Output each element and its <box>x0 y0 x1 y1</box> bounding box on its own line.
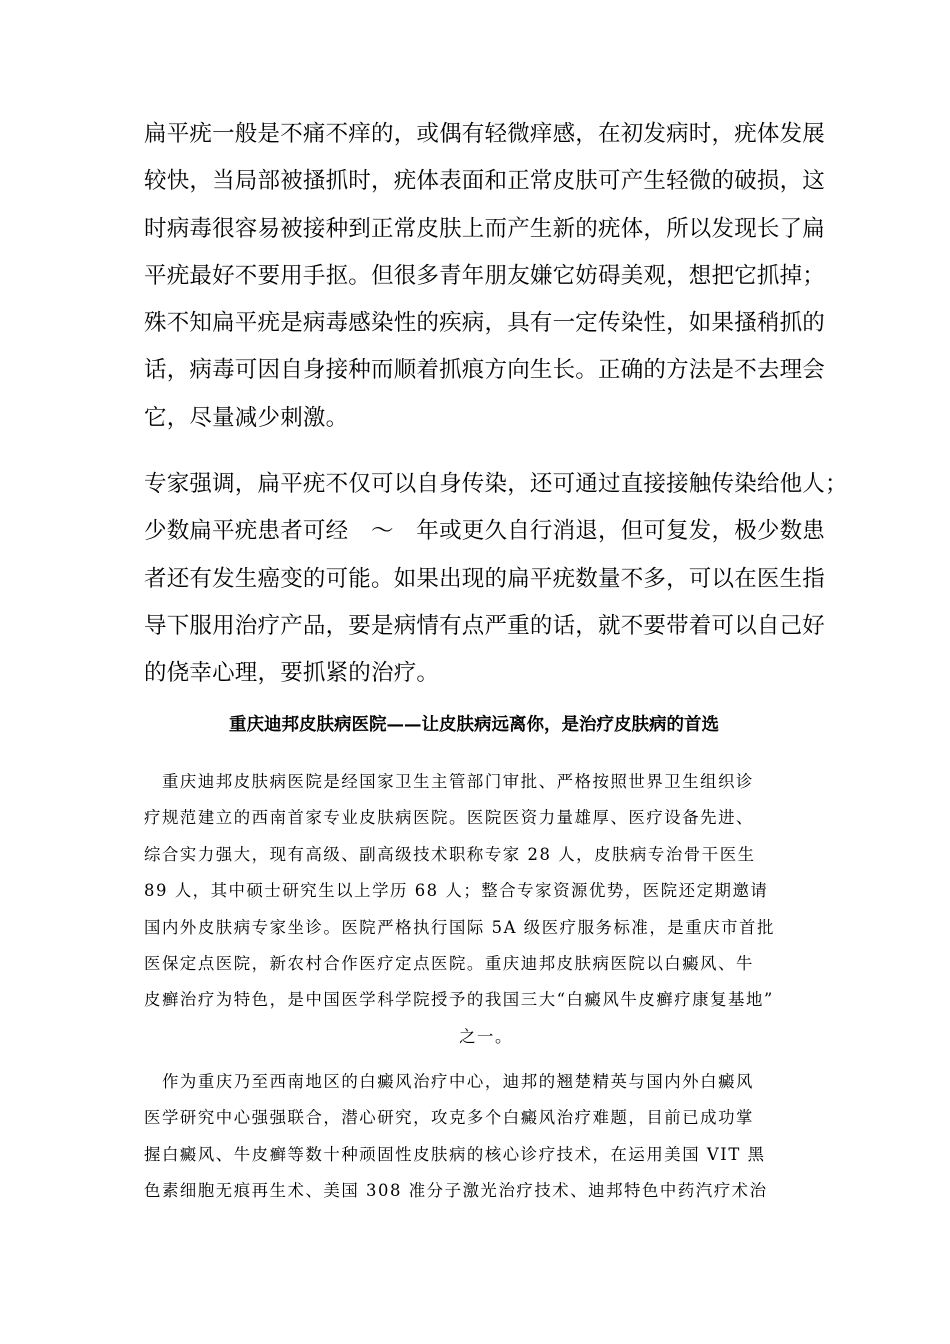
text-line: 扁平疣一般是不痛不痒的，或偶有轻微痒感，在初发病时，疣体发展 <box>144 121 826 147</box>
text-line: 国内外皮肤病专家坐诊。医院严格执行国际 5A 级医疗服务标准，是重庆市首批 <box>144 917 775 937</box>
paragraph-hospital-intro <box>144 764 808 1055</box>
text-line: 89 人，其中硕士研究生以上学历 68 人；整合专家资源优势，医院还定期邀请 <box>144 881 769 901</box>
text-line: 疗规范建立的西南首家专业皮肤病医院。医院医资力量雄厚、医疗设备先进、 <box>144 808 754 828</box>
text-line: 皮癣治疗为特色，是中国医学科学院授予的我国三大“白癜风牛皮癣疗康复基地” <box>144 990 774 1010</box>
paragraph-vitiligo-center <box>144 1064 808 1210</box>
text-line: 握白癜风、牛皮癣等数十种顽固性皮肤病的核心诊疗技术，在运用美国 VIT 黑 <box>144 1144 766 1164</box>
text-line: 专家强调，扁平疣不仅可以自身传染，还可通过直接接触传染给他人； <box>144 471 848 497</box>
text-line: 医保定点医院，新农村合作医疗定点医院。重庆迪邦皮肤病医院以白癜风、牛 <box>144 954 754 974</box>
text-line: 殊不知扁平疣是病毒感染性的疾病，具有一定传染性，如果搔稍抓的 <box>144 310 826 337</box>
paragraph-flat-wart-symptoms <box>144 111 824 442</box>
text-line: 作为重庆乃至西南地区的白癜风治疗中心，迪邦的翘楚精英与国内外白癜风 <box>144 1072 754 1091</box>
text-line: 话，病毒可因自身接种而顺着抓痕方向生长。正确的方法是不去理会 <box>144 357 826 384</box>
text-line: 时病毒很容易被接种到正常皮肤上而产生新的疣体，所以发现长了扁 <box>144 215 826 242</box>
text-line: 者还有发生癌变的可能。如果出现的扁平疣数量不多，可以在医生指 <box>144 565 826 592</box>
section-heading: 重庆迪邦皮肤病医院——让皮肤病远离你，是治疗皮肤病的首选 <box>229 715 719 735</box>
paragraph-expert-advice <box>144 461 848 697</box>
text-line: 较快，当局部被搔抓时，疣体表面和正常皮肤可产生轻微的破损，这 <box>144 168 826 195</box>
text-line: 少数扁平疣患者可经 ～ 年或更久自行消退，但可复发，极少数患 <box>144 518 826 545</box>
text-line: 它，尽量减少刺激。 <box>144 404 349 431</box>
text-line: 色素细胞无痕再生术、美国 308 准分子激光治疗技术、迪邦特色中药汽疗术治 <box>144 1181 768 1201</box>
text-line: 综合实力强大，现有高级、副高级技术职称专家 28 人，皮肤病专治骨干医生 <box>144 844 756 864</box>
text-line: 平疣最好不要用手抠。但很多青年朋友嫌它妨碍美观，想把它抓掉； <box>144 262 826 289</box>
text-line: 之一。 <box>459 1026 513 1046</box>
text-line: 的侥幸心理，要抓紧的治疗。 <box>144 660 440 687</box>
text-line: 医学研究中心强强联合，潜心研究，攻克多个白癜风治疗难题，目前已成功掌 <box>144 1108 754 1128</box>
text-line: 导下服用治疗产品，要是病情有点严重的话，就不要带着可以自己好 <box>144 612 826 639</box>
text-line: 重庆迪邦皮肤病医院是经国家卫生主管部门审批、严格按照世界卫生组织诊 <box>144 772 754 791</box>
